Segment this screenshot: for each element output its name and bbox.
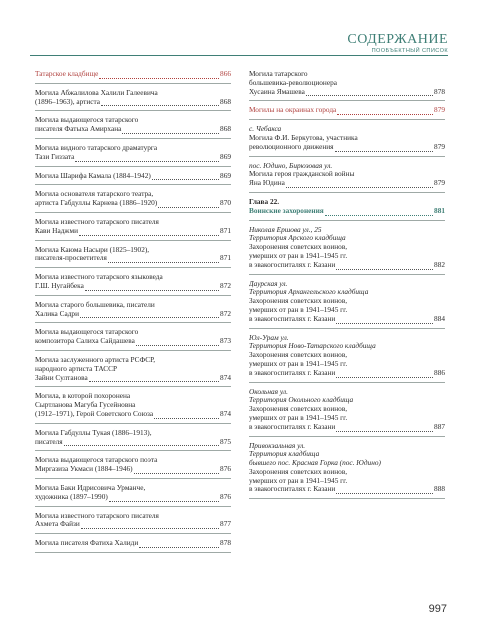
entry-page-number: 875 [220,436,231,446]
entry-title-line [35,493,231,502]
entry-page-number: 868 [220,96,231,106]
entry-location: Даурская ул. [249,279,288,288]
entry-title: Ахмета Файзи [35,519,80,529]
entry-text-line: Захоронения советских воинов, [249,351,348,360]
dot-leader [81,522,219,529]
toc-entry[interactable] [35,356,231,387]
entry-title: Тази Гиззата [35,151,75,161]
entry-title: композитора Салиха Сайдашева [35,336,135,346]
entry-title: Г.Ш. Нугайбека [35,280,84,290]
toc-entry[interactable] [249,70,445,101]
entry-title-line [35,254,231,263]
entry-title-line [249,315,445,324]
entry-page-number: 871 [220,225,231,235]
entry-title-line [35,70,231,79]
entry-title: художника (1897–1990) [35,491,108,501]
entry-text-line: Могила Ф.И. Беркутова, участника [249,133,358,142]
entry-title: (1896–1963), артиста [35,96,100,106]
entry-text-line: Могила Баки Идрисовича Урманче, [35,483,146,492]
entry-title: революционного движения [249,141,334,151]
entry-title: писателя Фатыха Амирхана [35,124,122,134]
dot-leader [134,467,220,474]
entry-text-line: Могила выдающегося татарского поэта [35,456,158,465]
entry-location: Юл-Урам ул. [249,333,289,342]
toc-entry[interactable] [35,89,231,112]
entry-title-line [35,410,231,419]
entry-page-number: 886 [434,367,445,377]
entry-title: Татарское кладбище [35,69,99,78]
entry-title-line [249,106,445,115]
entry-text-line: Могила Габдуллы Тукая (1886–1913), [35,428,152,437]
dot-leader [337,108,433,115]
dot-leader [80,311,219,318]
entry-page-number: 878 [220,538,231,548]
entry-page-number: 879 [434,105,445,115]
entry-title: Халика Садри [35,308,79,318]
entry-title-line [35,438,231,447]
entry-text-line: Могила, в которой похоронена [35,392,131,401]
entry-text-line: умерших от ран в 1941–1945 гг. [249,413,348,422]
toc-entry[interactable] [35,70,231,84]
entry-text-line: умерших от ран в 1941–1945 гг. [249,251,348,260]
entry-page-number: 868 [220,124,231,134]
entry-title: писателя [35,436,63,446]
entry-title: Миргазиза Укмаси (1884–1946) [35,464,133,474]
entry-title-line [35,125,231,134]
entry-title-line [35,282,231,291]
section-subtitle: ПООБЪЕКТНЫЙ СПИСОК [371,48,448,54]
entry-text-line: Захоронения советских воинов, [249,467,348,476]
entry-title-line [35,227,231,236]
entry-page-number: 866 [220,69,231,78]
dot-leader [108,256,219,263]
entry-page-number: 881 [434,205,445,215]
entry-text-line: Могила Каюма Насыри (1825–1902), [35,245,150,254]
entry-location: Окольная ул. [249,387,288,396]
entry-text-line: умерших от ран в 1941–1945 гг. [249,359,348,368]
toc-entry[interactable] [35,392,231,423]
entry-page-number: 879 [434,141,445,151]
entry-title: Зайни Султанова [35,372,88,382]
entry-text-line: умерших от ран в 1941–1945 гг. [249,476,348,485]
entry-title-line [249,423,445,432]
dot-leader [336,425,433,432]
entry-page-number: 887 [434,421,445,431]
entry-page-number: 872 [220,308,231,318]
entry-text-line: Могила известного татарского писателя [35,511,159,520]
toc-entry[interactable] [249,162,445,193]
dot-leader [75,155,219,162]
entry-title-line [35,520,231,529]
dot-leader [154,412,219,419]
entry-text-line: Могила старого большевика, писатели [35,300,155,309]
dot-leader [79,229,219,236]
entry-text-line: Могила известного татарского языковеда [35,273,163,282]
toc-entry[interactable] [35,512,231,535]
entry-page-number: 876 [220,464,231,474]
entry-text-line: Могила известного татарского писателя [35,217,159,226]
entry-title: в эвакогоспиталях г. Казани [249,259,336,269]
entry-location: пос. Юдино, Бирюзовая ул. [249,161,333,170]
dot-leader [286,181,433,188]
toc-entry[interactable] [249,106,445,120]
toc-column-right [249,70,445,504]
dot-leader [325,209,433,216]
dot-leader [336,371,433,378]
entry-text-line: Могила выдающегося татарского [35,328,139,337]
entry-title-line [35,465,231,474]
dot-leader [64,439,219,446]
entry-text-line: Захоронения советских воинов, [249,243,348,252]
entry-title-line [249,143,445,152]
entry-title: артиста Габдуллы Карнева (1886–1920) [35,198,158,208]
entry-title: Хусаина Ямашева [249,86,305,96]
toc-entry[interactable] [249,388,445,437]
dot-leader [136,339,219,346]
toc-entry[interactable] [35,484,231,507]
entry-text-line: Сыртланова Магуба Гусейновна [35,401,136,410]
entry-location: Территория Арского кладбища [249,234,346,243]
entry-page-number: 884 [434,313,445,323]
entry-text-line: Могила выдающегося татарского [35,116,139,125]
entry-page-number: 888 [434,484,445,494]
entry-page-number: 873 [220,336,231,346]
entry-location: Территория Окольного кладбища [249,396,354,405]
toc-entry[interactable] [35,456,231,479]
entry-page-number: 874 [220,372,231,382]
toc-entry[interactable] [249,226,445,275]
entry-location: Николая Ершова ул., 25 [249,225,322,234]
toc-entry[interactable] [35,301,231,324]
entry-text-line: народного артиста ТАССР [35,364,118,373]
entry-text-line: Могила Абжалилова Халили Галеевича [35,88,158,97]
entry-title-line [35,199,231,208]
entry-title: Кави Наджми [35,225,78,235]
dot-leader [336,487,433,494]
entry-page-number: 877 [220,519,231,529]
entry-text-line: Могила героя гражданской войны [249,170,355,179]
entry-page-number: 872 [220,280,231,290]
entry-page-number: 879 [434,178,445,188]
dot-leader [306,89,433,96]
entry-title-line [249,261,445,270]
entry-text-line: умерших от ран в 1941–1945 гг. [249,305,348,314]
toc-entry[interactable] [35,144,231,167]
entry-title: Могилы на окраинах города [249,105,337,115]
section-title: СОДЕРЖАНИЕ [347,32,448,47]
entry-title: Яна Юдина [249,178,285,188]
entry-text-line: Могила видного татарского драматурга [35,143,158,152]
page-number: 997 [428,603,447,615]
toc-entry[interactable] [35,116,231,139]
dot-leader [139,541,219,548]
entry-text-line: большевика-революционера [249,78,337,87]
entry-page-number: 870 [220,198,231,208]
dot-leader [336,317,433,324]
toc-entry[interactable] [249,334,445,383]
toc-entry[interactable] [35,429,231,452]
entry-title: писателя-просветителя [35,253,107,263]
entry-page-number: 869 [220,170,231,180]
toc-entry[interactable] [35,328,231,351]
dot-leader [109,495,219,502]
header-divider [30,55,448,56]
dot-leader [152,173,219,180]
toc-entry[interactable] [35,190,231,213]
dot-leader [158,201,219,208]
toc-entry[interactable] [35,273,231,296]
entry-page-number: 869 [220,151,231,161]
entry-page-number: 874 [220,408,231,418]
entry-title-line [249,369,445,378]
dot-leader [85,284,219,291]
toc-entry[interactable] [249,442,445,500]
entry-location: Территория Архангельского кладбища [249,288,369,297]
entry-page-number: 876 [220,491,231,501]
entry-title-line [35,98,231,107]
dot-leader [101,99,219,106]
entry-location: бывшего пос. Красная Горка (пос. Юдино) [249,459,381,468]
entry-title-line [249,88,445,97]
toc-entry[interactable] [35,172,231,186]
entry-location: Привокзальная ул. [249,441,306,450]
entry-title: (1912–1971), Герой Советского Союза [35,408,154,418]
toc-entry[interactable] [35,539,231,553]
entry-title-line [249,207,445,216]
toc-entry[interactable] [35,218,231,241]
toc-column-left [35,70,231,558]
entry-page-number: 871 [220,253,231,263]
entry-title-line [249,179,445,188]
entry-title: Могила Шарифа Камала (1884–1942) [35,170,151,180]
entry-title-line [35,337,231,346]
dot-leader [336,263,433,270]
entry-title-line [35,539,231,548]
entry-title-line [35,310,231,319]
entry-location: Территория кладбища [249,450,320,459]
dot-leader [335,145,434,152]
entry-text-line: Могила татарского [249,70,308,78]
entry-location: с. Чебакса [249,125,282,134]
entry-title: в эвакогоспиталях г. Казани [249,484,336,494]
entry-title-line [35,374,231,383]
entry-text-line: Захоронения советских воинов, [249,405,348,414]
toc-entry[interactable] [249,125,445,156]
entry-title-line [249,485,445,494]
toc-entry[interactable] [249,198,445,221]
entry-title: в эвакогоспиталях г. Казани [249,367,336,377]
dot-leader [122,127,219,134]
toc-entry[interactable] [249,280,445,329]
entry-page-number: 878 [434,86,445,96]
entry-title: Воинские захоронения [249,205,324,215]
entry-text-line: Могила основателя татарского театра, [35,190,154,199]
toc-entry[interactable] [35,246,231,269]
entry-title: в эвакогоспиталях г. Казани [249,313,336,323]
dot-leader [99,72,219,79]
entry-title: в эвакогоспиталях г. Казани [249,421,336,431]
entry-title-line [35,172,231,181]
dot-leader [89,375,219,382]
entry-text-line: Могила заслуженного артиста РСФСР, [35,355,156,364]
entry-location: Территория Ново-Татарского кладбища [249,342,376,351]
entry-title-line [35,153,231,162]
chapter-label: Глава 22. [249,197,280,206]
entry-title: Могила писателя Фатиха Халиди [35,538,139,548]
entry-text-line: Захоронения советских воинов, [249,297,348,306]
entry-page-number: 882 [434,259,445,269]
